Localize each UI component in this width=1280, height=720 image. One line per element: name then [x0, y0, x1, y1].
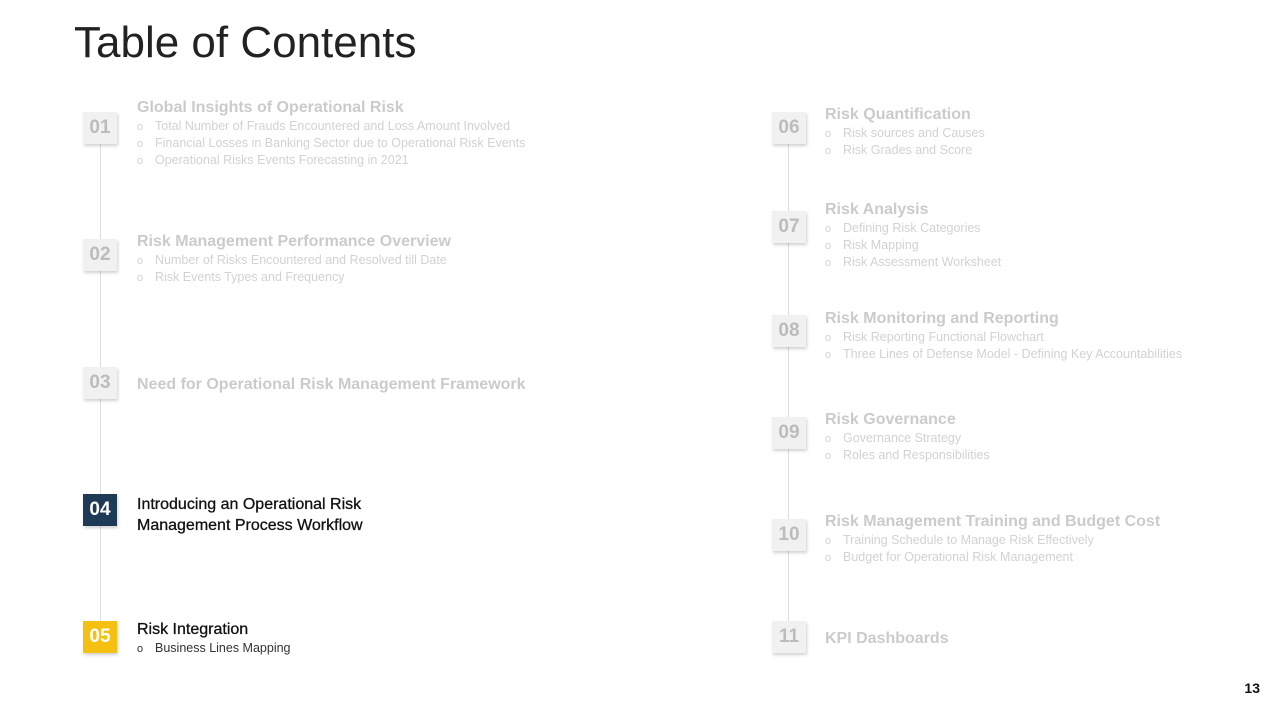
bullet-icon: o	[137, 255, 144, 267]
item-07-sub-3[interactable]: o Risk Assessment Worksheet	[825, 255, 1002, 269]
bullet-icon: o	[137, 643, 144, 655]
item-07-number-badge[interactable]: 07	[772, 211, 806, 243]
item-07-sub-1[interactable]: o Defining Risk Categories	[825, 221, 981, 235]
item-10-number-badge[interactable]: 10	[772, 519, 806, 551]
toc-item-02[interactable]	[137, 232, 451, 286]
item-07-sub-2[interactable]: o Risk Mapping	[825, 238, 919, 252]
item-09-heading[interactable]: Risk Governance	[825, 411, 956, 428]
bullet-icon: o	[825, 433, 832, 445]
item-05-sub-1[interactable]: o Business Lines Mapping	[137, 641, 291, 655]
toc-item-07[interactable]	[825, 200, 1001, 271]
bullet-icon: o	[825, 145, 832, 157]
item-09-sub-1[interactable]: o Governance Strategy	[825, 431, 962, 445]
item-01-heading[interactable]: Global Insights of Operational Risk	[137, 99, 404, 116]
toc-item-06[interactable]	[825, 105, 985, 159]
item-06-number-badge[interactable]: 06	[772, 112, 806, 144]
bullet-icon: o	[825, 223, 832, 235]
item-01-number-badge[interactable]: 01	[83, 112, 117, 144]
item-04-number-badge[interactable]: 04	[83, 494, 117, 526]
bullet-icon: o	[825, 552, 832, 564]
bullet-icon: o	[825, 332, 832, 344]
item-10-sub-2[interactable]: o Budget for Operational Risk Management	[825, 550, 1073, 564]
bullet-icon: o	[137, 155, 144, 167]
page-title: Table of Contents	[74, 18, 417, 67]
item-03-number-badge[interactable]: 03	[83, 367, 117, 399]
item-02-sub-1[interactable]: o Number of Risks Encountered and Resolved till Date	[137, 253, 447, 267]
item-11-heading[interactable]: KPI Dashboards	[825, 630, 949, 647]
item-07-heading[interactable]: Risk Analysis	[825, 201, 929, 218]
item-06-sub-2[interactable]: o Risk Grades and Score	[825, 143, 973, 157]
bullet-icon: o	[137, 121, 144, 133]
item-05-heading[interactable]: Risk Integration	[137, 621, 249, 638]
item-02-number-badge[interactable]: 02	[83, 239, 117, 271]
item-05-number-badge[interactable]: 05	[83, 621, 117, 653]
bullet-icon: o	[825, 349, 832, 361]
toc-item-08[interactable]	[825, 309, 1182, 363]
item-08-number-badge[interactable]: 08	[772, 315, 806, 347]
item-11-number-badge[interactable]: 11	[772, 621, 806, 653]
bullet-icon: o	[137, 272, 144, 284]
item-06-heading[interactable]: Risk Quantification	[825, 106, 971, 123]
item-08-sub-2[interactable]: o Three Lines of Defense Model - Defining Key Accountabilities	[825, 347, 1183, 361]
item-08-sub-1[interactable]: o Risk Reporting Functional Flowchart	[825, 330, 1044, 344]
item-08-heading[interactable]: Risk Monitoring and Reporting	[825, 310, 1059, 327]
toc-item-04[interactable]	[137, 494, 397, 536]
item-02-heading[interactable]: Risk Management Performance Overview	[137, 233, 451, 250]
item-01-sub-2[interactable]: o Financial Losses in Banking Sector due to Operational Risk Events	[137, 136, 526, 150]
item-01-sub-1[interactable]: o Total Number of Frauds Encountered and Loss Amount Involved	[137, 119, 511, 133]
bullet-icon: o	[825, 450, 832, 462]
item-04-heading[interactable]: Introducing an Operational Risk Management Process Workflow	[137, 496, 363, 534]
toc-item-01[interactable]	[137, 98, 525, 169]
bullet-icon: o	[825, 257, 832, 269]
bullet-icon: o	[137, 138, 144, 150]
page-number: 13	[1244, 680, 1260, 696]
toc-item-10[interactable]	[825, 512, 1160, 566]
toc-item-05[interactable]	[137, 620, 291, 657]
bullet-icon: o	[825, 240, 832, 252]
item-09-number-badge[interactable]: 09	[772, 417, 806, 449]
toc-item-03[interactable]	[137, 375, 526, 395]
item-06-sub-1[interactable]: o Risk sources and Causes	[825, 126, 985, 140]
item-09-sub-2[interactable]: o Roles and Responsibilities	[825, 448, 990, 462]
item-10-heading[interactable]: Risk Management Training and Budget Cost	[825, 513, 1161, 530]
toc-item-11[interactable]	[825, 629, 949, 649]
toc-item-09[interactable]	[825, 410, 990, 464]
bullet-icon: o	[825, 128, 832, 140]
item-01-sub-3[interactable]: o Operational Risks Events Forecasting in 2021	[137, 153, 409, 167]
item-10-sub-1[interactable]: o Training Schedule to Manage Risk Effectively	[825, 533, 1094, 547]
item-02-sub-2[interactable]: o Risk Events Types and Frequency	[137, 270, 345, 284]
bullet-icon: o	[825, 535, 832, 547]
item-03-heading[interactable]: Need for Operational Risk Management Framework	[137, 376, 526, 393]
